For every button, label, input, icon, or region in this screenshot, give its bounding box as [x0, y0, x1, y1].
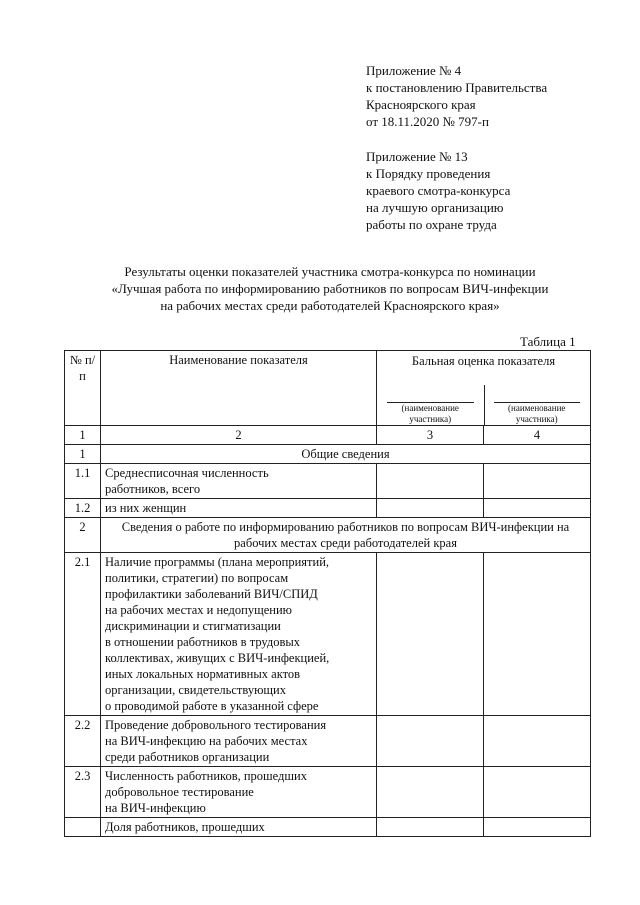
- score-cell: [377, 464, 484, 499]
- annex-line: Приложение № 13: [366, 149, 468, 164]
- score-cell: [484, 553, 591, 716]
- row-number: 2.1: [65, 553, 101, 716]
- annex-line: Красноярского края: [366, 97, 476, 112]
- score-cell: [377, 818, 484, 837]
- indicator-name: Численность работников, прошедших добровольное тестирование на ВИЧ-инфекцию: [101, 767, 377, 818]
- row-number: 2.3: [65, 767, 101, 818]
- score-cell: [484, 499, 591, 518]
- indicator-name: Доля работников, прошедших: [101, 818, 377, 837]
- row-number: 1: [65, 445, 101, 464]
- participant-headers: [377, 402, 590, 425]
- title-line: Результаты оценки показателей участника смотра-конкурса по номинации: [124, 264, 536, 279]
- participant-2-header: [484, 402, 591, 425]
- table-row: [65, 464, 591, 499]
- indicator-name: Проведение добровольного тестирования на ВИЧ-инфекцию на рабочих местах среди работников организации: [101, 716, 377, 767]
- score-cell: [377, 716, 484, 767]
- indicator-name: из них женщин: [101, 499, 377, 518]
- indicator-name: Наличие программы (плана мероприятий, политики, стратегии) по вопросам профилактики заболеваний ВИЧ/СПИД на рабочих местах и недопущению дискриминации и стигматизации в отношении работников в трудовых коллективах, живущих с ВИЧ-инфекцией, иных локальных нормативных актов организации, свидетельствующих о проводимой работе в указанной сфере: [101, 553, 377, 716]
- indicator-name: Среднесписочная численность работников, всего: [101, 464, 377, 499]
- participant-1-name: (наименование участника): [401, 403, 459, 424]
- column-number: 3: [377, 426, 484, 445]
- participant-1-header: [377, 402, 484, 425]
- results-table: [64, 350, 591, 837]
- participant-2-name: (наименование участника): [508, 403, 566, 424]
- score-cell: [377, 499, 484, 518]
- table-row: [65, 716, 591, 767]
- score-cell: [484, 818, 591, 837]
- score-cell: [377, 767, 484, 818]
- header-number: № п/п: [65, 351, 101, 426]
- score-cell: [484, 767, 591, 818]
- document-title: [40, 263, 620, 314]
- annex-line: на лучшую организацию: [366, 200, 504, 215]
- table-row: [65, 445, 591, 464]
- annex-line: от 18.11.2020 № 797-п: [366, 114, 489, 129]
- table-row: [65, 553, 591, 716]
- header-score: [377, 351, 591, 426]
- row-number: 1.2: [65, 499, 101, 518]
- column-number: 4: [484, 426, 591, 445]
- annex-13-header: [366, 148, 510, 233]
- row-number: [65, 818, 101, 837]
- score-cell: [484, 716, 591, 767]
- table-label: Таблица 1: [520, 334, 576, 349]
- score-title: Бальная оценка показателя: [411, 354, 556, 368]
- column-number: 1: [65, 426, 101, 445]
- annex-line: краевого смотра-конкурса: [366, 183, 511, 198]
- table-header-row: [65, 351, 591, 426]
- score-cell: [484, 464, 591, 499]
- row-number: 2.2: [65, 716, 101, 767]
- score-cell: [377, 553, 484, 716]
- title-line: на рабочих местах среди работодателей Красноярского края»: [160, 298, 500, 313]
- annex-line: Приложение № 4: [366, 63, 462, 78]
- table-row: [65, 818, 591, 837]
- annex-line: к постановлению Правительства: [366, 80, 548, 95]
- annex-line: к Порядку проведения: [366, 166, 491, 181]
- title-line: «Лучшая работа по информированию работников по вопросам ВИЧ-инфекции: [111, 281, 549, 296]
- section-title: Общие сведения: [101, 445, 591, 464]
- row-number: 2: [65, 518, 101, 553]
- table-row: [65, 767, 591, 818]
- table-row: [65, 518, 591, 553]
- header-indicator-name: Наименование показателя: [101, 351, 377, 426]
- annex-4-header: [366, 62, 547, 130]
- table-row: [65, 499, 591, 518]
- row-number: 1.1: [65, 464, 101, 499]
- section-title: Сведения о работе по информированию работников по вопросам ВИЧ-инфекции на рабочих местах среди работодателей края: [101, 518, 591, 553]
- column-number: 2: [101, 426, 377, 445]
- annex-line: работы по охране труда: [366, 217, 497, 232]
- column-numbers-row: [65, 426, 591, 445]
